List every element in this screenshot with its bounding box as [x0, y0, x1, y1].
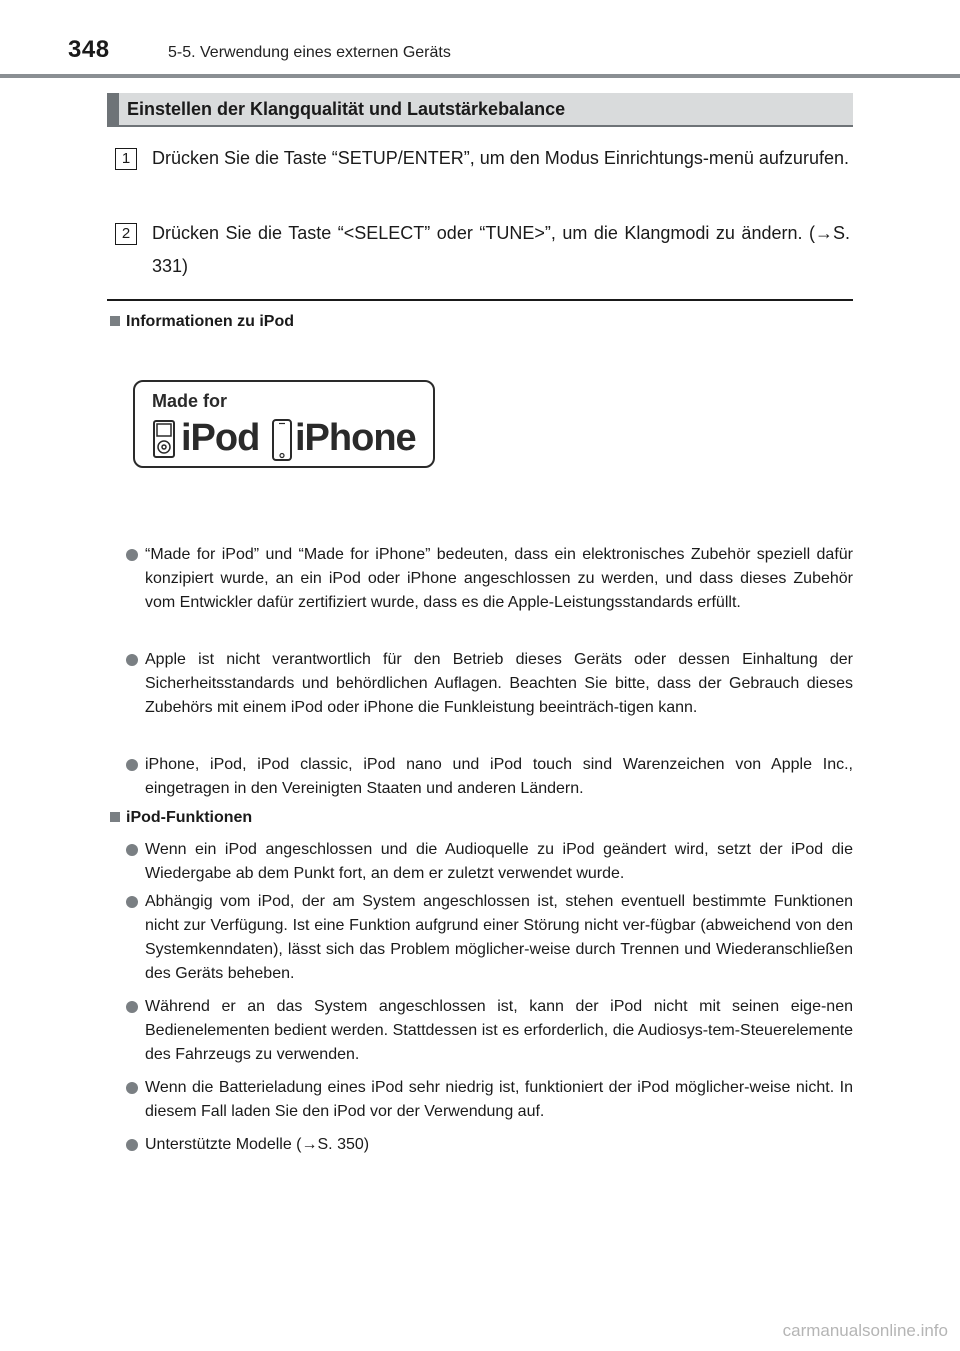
- section-heading: [107, 93, 853, 127]
- list-item-text: iPhone, iPod, iPod classic, iPod nano und iPod touch sind Warenzeichen von Apple Inc., eingetragen in den Vereinigten Staaten und anderen Ländern.: [145, 756, 853, 797]
- list-item-text: Unterstützte Modelle (→S. 350): [145, 1136, 370, 1153]
- page-number: 348: [68, 36, 110, 63]
- bullet-dot-icon: [126, 844, 138, 856]
- step-text: Drücken Sie die Taste “<SELECT” oder “TUNE>”, um die Klangmodi zu ändern. (→S. 331): [152, 223, 850, 276]
- bullet-dot-icon: [126, 759, 138, 771]
- subheading-text: Informationen zu iPod: [126, 313, 294, 330]
- chapter-title: 5-5. Verwendung eines externen Geräts: [168, 44, 451, 61]
- list-item-text: Abhängig vom iPod, der am System angeschlossen ist, stehen eventuell bestimmte Funktionen nicht zur Verfügung. Ist eine Funktion aufgrund einer Störung nicht ver-fügbar (abweichend von den Systemkenndaten), lässt sich das Problem möglicher-weise durch Trennen und Wiederanschließen des Geräts beheben.: [145, 893, 853, 982]
- page-header: [0, 0, 960, 80]
- header-rule: [0, 74, 960, 78]
- bullet-dot-icon: [126, 1082, 138, 1094]
- logo-iphone-text: iPhone: [295, 417, 416, 459]
- made-for-ipod-iphone-logo: [133, 380, 435, 468]
- list-item-text: Während er an das System angeschlossen ist, kann der iPod nicht mit seinen eige-nen Bedienelementen bedient werden. Stattdessen ist es erforderlich, die Audiosys-tem-Steuerelemente des Fahrzeugs zu verwenden.: [145, 998, 853, 1063]
- square-bullet-icon: [110, 316, 120, 326]
- bullet-dot-icon: [126, 1139, 138, 1151]
- logo-ipod-text: iPod: [181, 417, 260, 459]
- step-number: 1: [115, 148, 137, 170]
- subheading-ipod-info: [110, 313, 294, 331]
- list-item-text: “Made for iPod” und “Made for iPhone” bedeuten, dass ein elektronisches Zubehör speziell dafür konzipiert wurde, an ein iPod oder iPhone angeschlossen zu werden, und dass dieses Zubehör vom Entwickler dafür zertifiziert wurde, dass es die Apple-Leistungsstandards erfüllt.: [145, 546, 853, 611]
- subheading-text: iPod-Funktionen: [126, 809, 253, 826]
- bullet-dot-icon: [126, 654, 138, 666]
- list-item-text: Wenn die Batterieladung eines iPod sehr niedrig ist, funktioniert der iPod möglicher-weise nicht. In diesem Fall laden Sie den iPod vor der Verwendung auf.: [145, 1079, 853, 1120]
- list-item-text: Wenn ein iPod angeschlossen und die Audioquelle zu iPod geändert wird, setzt der iPod die Wiedergabe ab dem Punkt fort, an dem er zuletzt verwendet wurde.: [145, 841, 853, 882]
- subheading-ipod-functions: [110, 809, 252, 827]
- bullet-dot-icon: [126, 1001, 138, 1013]
- iphone-icon: [272, 419, 292, 461]
- ipod-icon: [153, 420, 175, 458]
- square-bullet-icon: [110, 812, 120, 822]
- section-divider: [107, 299, 853, 301]
- logo-made-for: Made for: [152, 391, 228, 411]
- bullet-dot-icon: [126, 549, 138, 561]
- step-number: 2: [115, 223, 137, 245]
- step-text: Drücken Sie die Taste “SETUP/ENTER”, um den Modus Einrichtungs-menü aufzurufen.: [152, 148, 849, 168]
- bullet-dot-icon: [126, 896, 138, 908]
- watermark: carmanualsonline.info: [782, 1321, 948, 1340]
- section-heading-text: Einstellen der Klangqualität und Lautstärkebalance: [127, 99, 566, 119]
- list-item-text: Apple ist nicht verantwortlich für den Betrieb dieses Geräts oder dessen Einhaltung der Sicherheitsstandards und behördlichen Auflagen. Beachten Sie bitte, dass der Gebrauch dieses Zubehörs mit einem iPod oder iPhone die Funkleistung beeinträch-tigen kann.: [145, 651, 853, 716]
